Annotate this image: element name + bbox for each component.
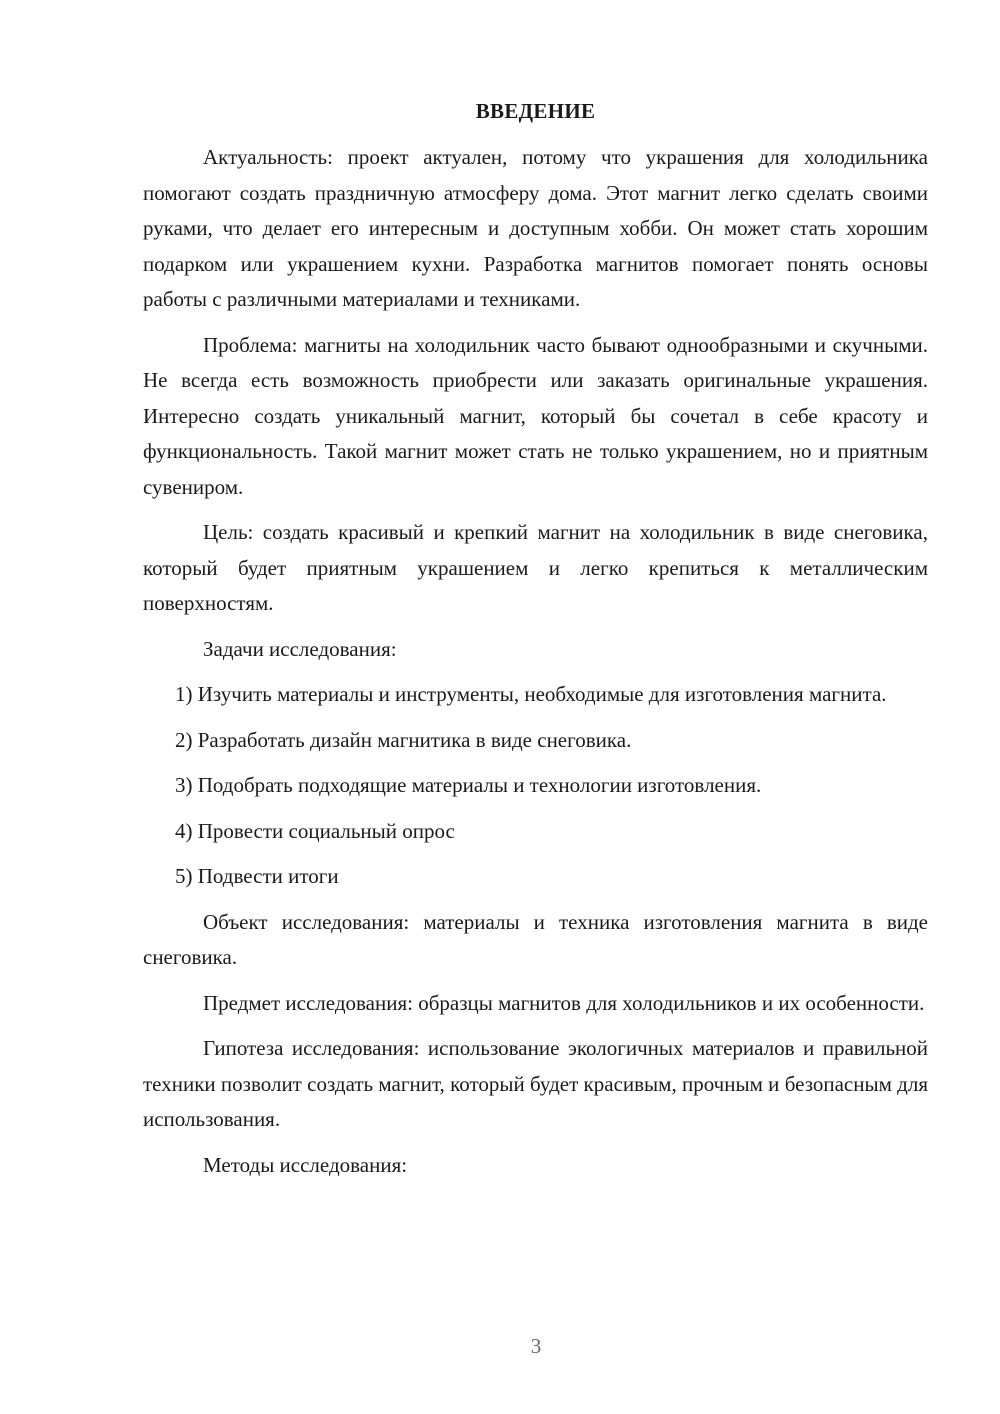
task-item-5: 5) Подвести итоги	[175, 864, 339, 888]
task-item-2: 2) Разработать дизайн магнитика в виде снеговика.	[175, 727, 632, 752]
task-item-4: 4) Провести социальный опрос	[175, 818, 455, 843]
paragraph-goal: Цель: создать красивый и крепкий магнит на холодильник в виде снеговика, который будет приятным украшением и легко крепиться к металлическим поверхностям.	[143, 520, 928, 615]
page-title: ВВЕДЕНИЕ	[475, 99, 596, 123]
paragraph-methods: Методы исследования:	[203, 1152, 408, 1177]
task-item-3: 3) Подобрать подходящие материалы и технологии изготовления.	[175, 773, 762, 797]
paragraph-tasks-heading: Задачи исследования:	[203, 636, 397, 661]
paragraph-problem: Проблема: магниты на холодильник часто бывают однообразными и скучными. Не всегда есть возможность приобрести или заказать оригинальные украшения. Интересно создать уникальный магнит, который бы сочетал в себе красоту и функциональность. Такой магнит может стать не только украшением, но и приятным сувениром.	[143, 332, 928, 499]
paragraph-relevance: Актуальность: проект актуален, потому что украшения для холодильника помогают создать праздничную атмосферу дома. Этот магнит легко сделать своими руками, что делает его интересным и доступным хобби. Он может стать хорошим подарком или украшением кухни. Разработка магнитов помогает понять основы работы с различными материалами и техниками.	[143, 145, 928, 311]
paragraph-object: Объект исследования: материалы и техника изготовления магнита в виде снеговика.	[143, 909, 928, 969]
paragraph-subject: Предмет исследования: образцы магнитов для холодильников и их особенности.	[203, 990, 925, 1015]
page-number: 3	[530, 1334, 542, 1358]
task-item-1: 1) Изучить материалы и инструменты, необходимые для изготовления магнита.	[175, 682, 887, 706]
document-page	[143, 96, 928, 1193]
paragraph-hypothesis: Гипотеза исследования: использование экологичных материалов и правильной техники позволит создать магнит, который будет красивым, прочным и безопасным для использования.	[143, 1036, 928, 1131]
